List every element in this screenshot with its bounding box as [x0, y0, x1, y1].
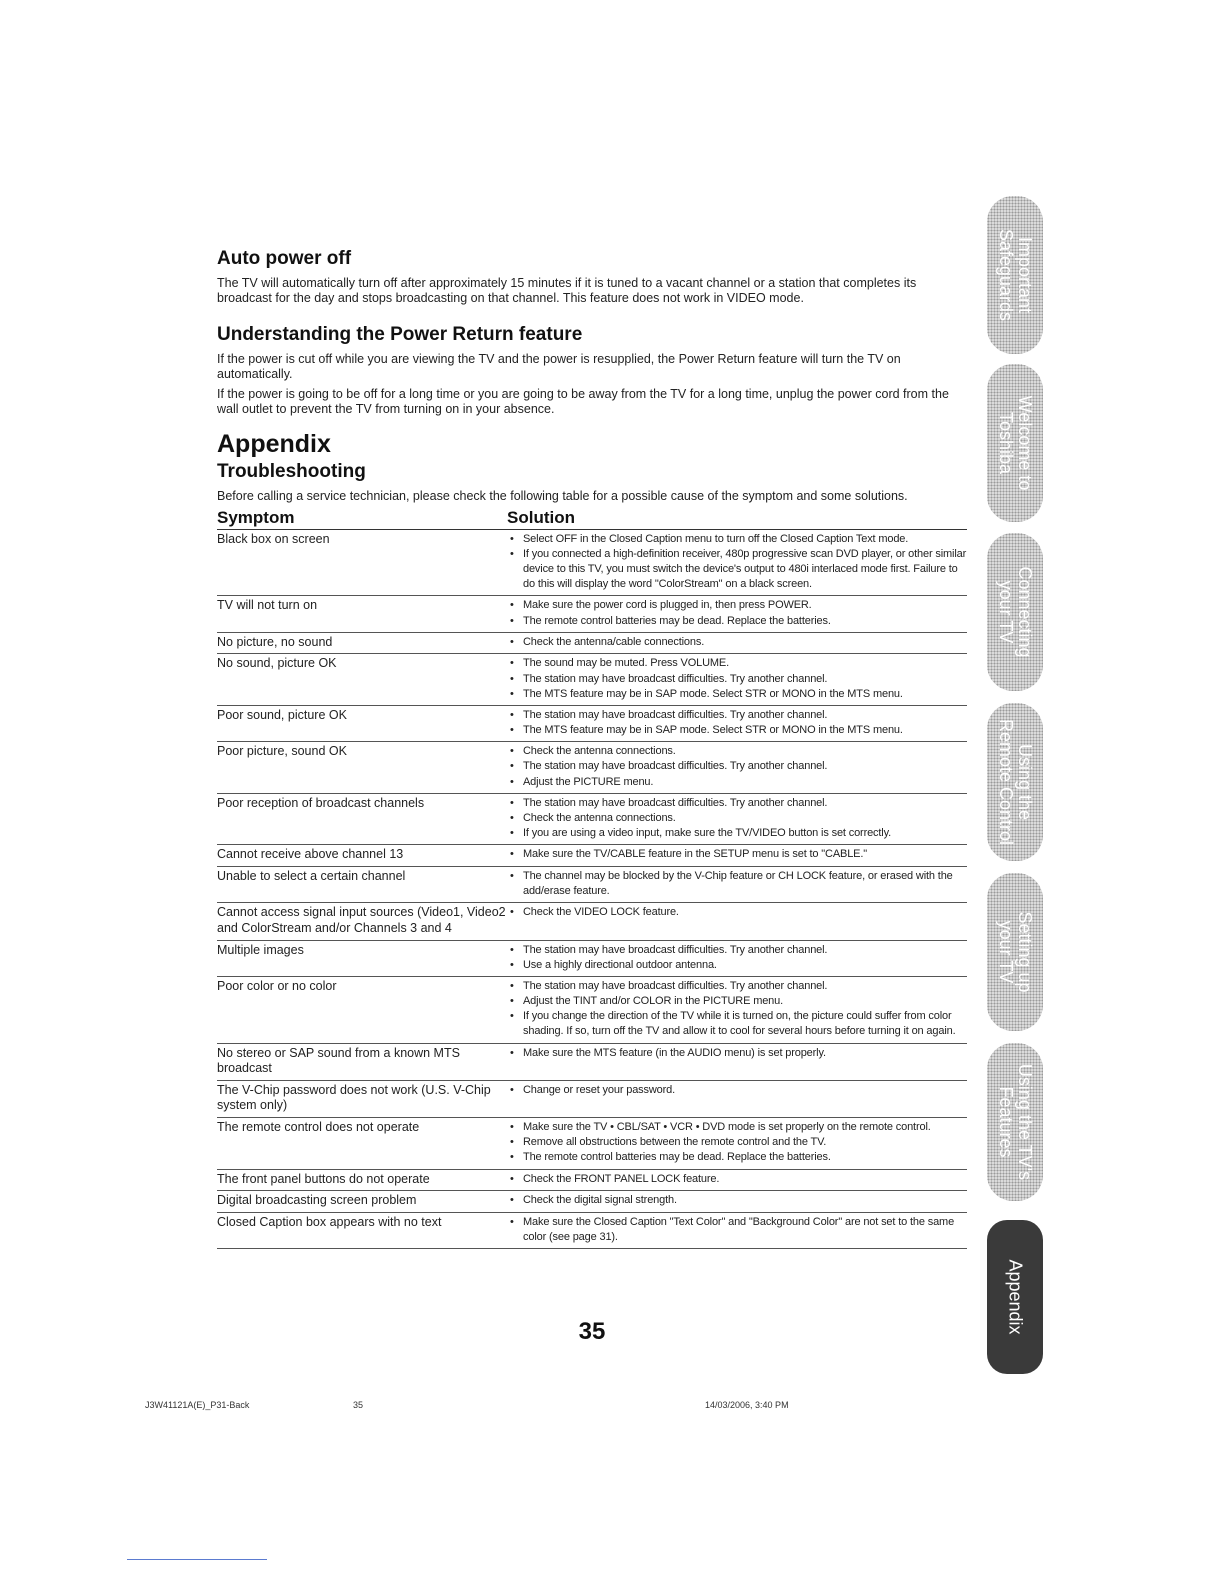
solution-item: • Adjust the PICTURE menu.	[507, 775, 967, 790]
symptom-cell: No stereo or SAP sound from a known MTS broadcast	[217, 1043, 507, 1080]
solution-list	[507, 1046, 967, 1061]
table-header-row	[217, 504, 967, 530]
footer-datetime: 14/03/2006, 3:40 PM	[705, 1400, 789, 1410]
footer-file-name: J3W41121A(E)_P31-Back	[145, 1400, 250, 1410]
solution-cell	[507, 742, 967, 794]
table-row	[217, 793, 967, 845]
solution-cell	[507, 1118, 967, 1170]
tab-label: Using the Remote Control	[996, 718, 1035, 846]
page-number: 35	[578, 1318, 606, 1345]
solution-item: • The station may have broadcast difficulties. Try another channel.	[507, 943, 967, 958]
solution-cell	[507, 976, 967, 1043]
solution-cell	[507, 1080, 967, 1117]
solution-cell	[507, 529, 967, 596]
tab-label: Using the TV's Features	[996, 1063, 1035, 1181]
troubleshooting-table-body	[217, 529, 967, 1248]
solution-item: • Check the antenna/cable connections.	[507, 635, 967, 650]
symptom-cell: Poor sound, picture OK	[217, 705, 507, 741]
solution-item: • The station may have broadcast difficulties. Try another channel.	[507, 979, 967, 994]
table-row	[217, 866, 967, 902]
symptom-cell: Poor color or no color	[217, 976, 507, 1043]
tab-connecting-your-tv[interactable]	[987, 533, 1043, 691]
solution-cell	[507, 903, 967, 940]
symptom-cell: Poor reception of broadcast channels	[217, 793, 507, 845]
symptom-column-header: Symptom	[217, 504, 507, 530]
tab-welcome-to-toshiba[interactable]	[987, 364, 1043, 522]
tab-label: Setting up your TV	[996, 911, 1035, 993]
solution-cell	[507, 866, 967, 902]
solution-item: • The MTS feature may be in SAP mode. Select STR or MONO in the MTS menu.	[507, 687, 967, 702]
troubleshooting-intro: Before calling a service technician, please check the following table for a possible cause of the symptom and some solutions.	[217, 488, 908, 503]
solution-item: • The station may have broadcast difficulties. Try another channel.	[507, 759, 967, 774]
symptom-cell: Unable to select a certain channel	[217, 866, 507, 902]
bottom-blue-line	[127, 1559, 267, 1560]
solution-cell	[507, 632, 967, 654]
symptom-cell: TV will not turn on	[217, 596, 507, 632]
solution-list	[507, 1193, 967, 1208]
solution-item: • Check the antenna connections.	[507, 811, 967, 826]
solution-item: • Change or reset your password.	[507, 1083, 967, 1098]
tab-label: Appendix	[1005, 1259, 1026, 1335]
table-row	[217, 1043, 967, 1080]
solution-cell	[507, 705, 967, 741]
troubleshooting-table	[217, 504, 967, 1249]
tab-setting-up-your-tv[interactable]	[987, 873, 1043, 1031]
solution-list	[507, 656, 967, 702]
solution-cell	[507, 845, 967, 867]
table-row	[217, 529, 967, 596]
symptom-cell: Multiple images	[217, 940, 507, 976]
solution-item: • Make sure the TV/CABLE feature in the SETUP menu is set to "CABLE."	[507, 847, 967, 862]
solution-cell	[507, 940, 967, 976]
auto-power-off-text: The TV will automatically turn off after approximately 15 minutes if it is tuned to a vacant channel or a station that completes its broadcast for the day and stops broadcasting on that channel. This feature does not work in VIDEO mode.	[217, 275, 917, 306]
solution-cell	[507, 1043, 967, 1080]
tab-using-the-tvs-features[interactable]	[987, 1043, 1043, 1201]
solution-list	[507, 1120, 967, 1166]
symptom-cell: Black box on screen	[217, 529, 507, 596]
solution-list	[507, 847, 967, 862]
solution-item: • The sound may be muted. Press VOLUME.	[507, 656, 967, 671]
tab-label: Important Safeguards	[996, 228, 1035, 322]
solution-list	[507, 796, 967, 842]
solution-item: • Make sure the MTS feature (in the AUDIO menu) is set properly.	[507, 1046, 967, 1061]
solution-item: • The remote control batteries may be dead. Replace the batteries.	[507, 1150, 967, 1165]
solution-list	[507, 979, 967, 1040]
solution-cell	[507, 1169, 967, 1191]
auto-power-off-heading: Auto power off	[217, 248, 352, 269]
tab-label: Welcome to Toshiba	[996, 395, 1035, 491]
table-row	[217, 1191, 967, 1213]
power-return-para-1: If the power is cut off while you are viewing the TV and the power is resupplied, the Power Return feature will turn the TV on automatically.	[217, 352, 901, 382]
solution-item: • Check the antenna connections.	[507, 744, 967, 759]
solution-item: • Make sure the Closed Caption "Text Color" and "Background Color" are not set to the same color (see page 31).	[507, 1215, 967, 1245]
solution-item: • The MTS feature may be in SAP mode. Select STR or MONO in the MTS menu.	[507, 723, 967, 738]
table-row	[217, 1212, 967, 1248]
page-content	[217, 248, 967, 1249]
troubleshooting-heading: Troubleshooting	[217, 460, 366, 482]
power-return-para-2: If the power is going to be off for a long time or you are going to be away from the TV for a long time, unplug the power cord from the wall outlet to prevent the TV from turning on in your absence.	[217, 386, 949, 416]
symptom-cell: Cannot access signal input sources (Video1, Video2 and ColorStream and/or Channels 3 and 4	[217, 903, 507, 940]
table-row	[217, 940, 967, 976]
footer-page: 35	[353, 1400, 364, 1410]
symptom-cell: Closed Caption box appears with no text	[217, 1212, 507, 1248]
solution-list	[507, 943, 967, 973]
solution-item: • The station may have broadcast difficulties. Try another channel.	[507, 796, 967, 811]
table-row	[217, 632, 967, 654]
solution-cell	[507, 654, 967, 706]
tab-using-the-remote-control[interactable]	[987, 703, 1043, 861]
symptom-cell: Cannot receive above channel 13	[217, 845, 507, 867]
solution-item: • The station may have broadcast difficulties. Try another channel.	[507, 672, 967, 687]
table-row	[217, 705, 967, 741]
table-row	[217, 976, 967, 1043]
solution-item: • If you connected a high-definition receiver, 480p progressive scan DVD player, or other similar device to this TV, you must switch the device's output to 480i interlaced mode first. Failure to do this will display the word "ColorStream" on a black screen.	[507, 547, 967, 593]
appendix-title: Appendix	[217, 430, 331, 459]
symptom-cell: The front panel buttons do not operate	[217, 1169, 507, 1191]
solution-cell	[507, 596, 967, 632]
tab-important-safeguards[interactable]	[987, 196, 1043, 354]
table-row	[217, 1118, 967, 1170]
solution-list	[507, 1172, 967, 1187]
solution-list	[507, 1215, 967, 1245]
solution-item: • Adjust the TINT and/or COLOR in the PICTURE menu.	[507, 994, 967, 1009]
solution-item: • Select OFF in the Closed Caption menu to turn off the Closed Caption Text mode.	[507, 532, 967, 547]
solution-list	[507, 532, 967, 593]
solution-item: • If you change the direction of the TV while it is turned on, the picture could suffer from color shading. If so, turn off the TV and allow it to cool for several hours before turning it on again.	[507, 1009, 967, 1039]
table-row	[217, 903, 967, 940]
symptom-cell: No picture, no sound	[217, 632, 507, 654]
table-row	[217, 596, 967, 632]
solution-item: • Make sure the power cord is plugged in, then press POWER.	[507, 598, 967, 613]
table-row	[217, 1169, 967, 1191]
solution-item: • Check the FRONT PANEL LOCK feature.	[507, 1172, 967, 1187]
symptom-cell: Poor picture, sound OK	[217, 742, 507, 794]
power-return-heading: Understanding the Power Return feature	[217, 324, 583, 346]
tab-appendix[interactable]	[987, 1220, 1043, 1374]
solution-list	[507, 1083, 967, 1098]
solution-item: • Check the VIDEO LOCK feature.	[507, 905, 967, 920]
solution-item: • Use a highly directional outdoor antenna.	[507, 958, 967, 973]
solution-item: • Check the digital signal strength.	[507, 1193, 967, 1208]
section-tabs	[987, 0, 1043, 1584]
solution-list	[507, 744, 967, 790]
solution-item: • The remote control batteries may be dead. Replace the batteries.	[507, 614, 967, 629]
solution-cell	[507, 1191, 967, 1213]
solution-item: • The channel may be blocked by the V-Chip feature or CH LOCK feature, or erased with the add/erase feature.	[507, 869, 967, 899]
symptom-cell: Digital broadcasting screen problem	[217, 1191, 507, 1213]
solution-list	[507, 708, 967, 738]
table-row	[217, 654, 967, 706]
symptom-cell: The remote control does not operate	[217, 1118, 507, 1170]
solution-item: • If you are using a video input, make sure the TV/VIDEO button is set correctly.	[507, 826, 967, 841]
solution-list	[507, 635, 967, 650]
solution-cell	[507, 1212, 967, 1248]
table-row	[217, 845, 967, 867]
solution-list	[507, 598, 967, 628]
symptom-cell: No sound, picture OK	[217, 654, 507, 706]
solution-list	[507, 869, 967, 899]
table-row	[217, 1080, 967, 1117]
solution-cell	[507, 793, 967, 845]
solution-list	[507, 905, 967, 920]
solution-column-header: Solution	[507, 504, 967, 530]
solution-item: • The station may have broadcast difficulties. Try another channel.	[507, 708, 967, 723]
solution-item: • Make sure the TV • CBL/SAT • VCR • DVD mode is set properly on the remote control.	[507, 1120, 967, 1135]
tab-label: Connecting your TV	[996, 566, 1035, 658]
symptom-cell: The V-Chip password does not work (U.S. V-Chip system only)	[217, 1080, 507, 1117]
solution-item: • Remove all obstructions between the remote control and the TV.	[507, 1135, 967, 1150]
table-row	[217, 742, 967, 794]
